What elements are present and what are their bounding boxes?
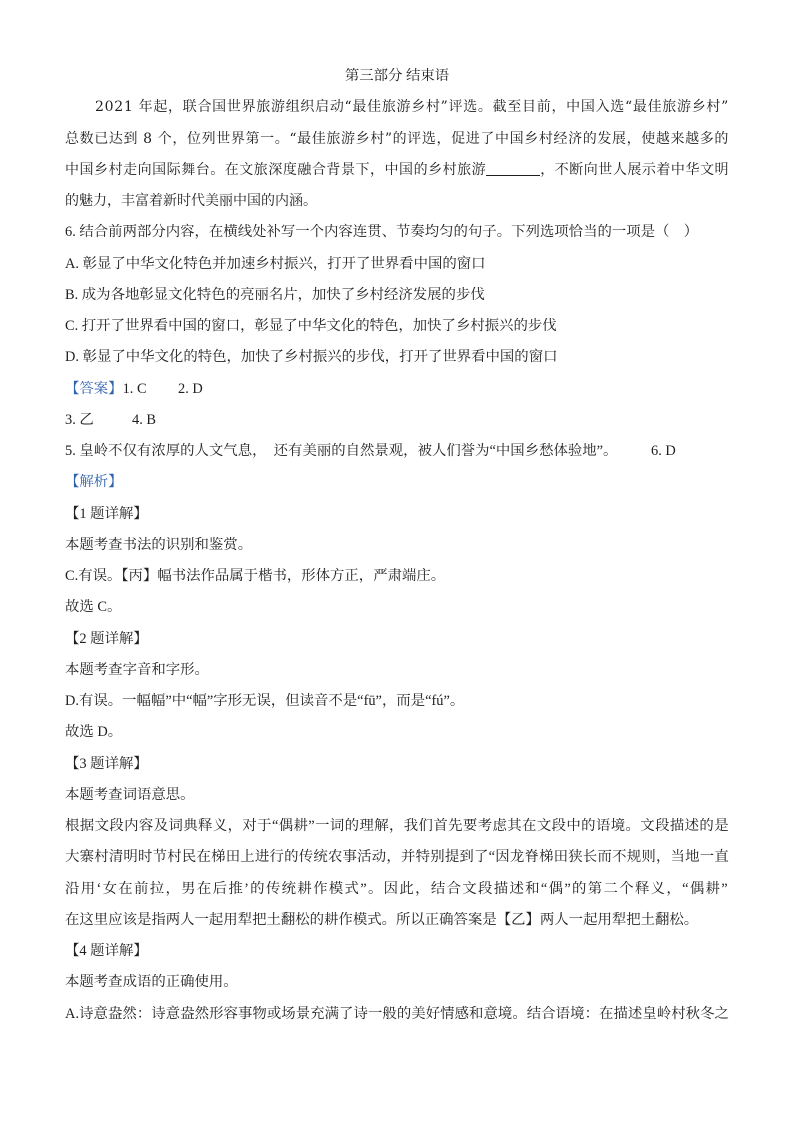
option-b: B. 成为各地彰显文化特色的亮丽名片，加快了乡村经济发展的步伐	[65, 286, 485, 303]
passage-line: 2021 年起，联合国世界旅游组织启动“最佳旅游乡村”评选。截至目前，中国入选“最佳旅游乡村”	[95, 99, 729, 116]
question-stem: 6. 结合前两部分内容，在横线处补写一个内容连贯、节奏均匀的句子。下列选项恰当的一项是（ ）	[65, 224, 699, 241]
passage	[65, 92, 729, 217]
document-body	[65, 61, 729, 1030]
answer-item: 5. 皇岭不仅有浓厚的人文气息， 还有美丽的自然景观，被人们誉为“中国乡愁体验地”。	[65, 443, 618, 459]
answer-row	[65, 436, 729, 467]
detail-heading: 【4 题详解】	[65, 943, 148, 959]
detail-text: D.有误。一幅幅”中“幅”字形无误，但读音不是“fū”，而是“fú”。	[65, 693, 465, 709]
option-a: A. 彰显了中华文化特色并加速乡村振兴，打开了世界看中国的窗口	[65, 255, 486, 272]
option-d: D. 彰显了中华文化的特色，加快了乡村振兴的步伐，打开了世界看中国的窗口	[65, 349, 558, 366]
detail-text: 本题考查字音和字形。	[65, 661, 209, 678]
analysis-tag: 【解析】	[65, 474, 123, 491]
answer-item: 6. D	[651, 443, 676, 459]
answer-item: 2. D	[178, 380, 203, 397]
detail-heading: 【2 题详解】	[65, 630, 148, 647]
passage-text: 中国乡村走向国际舞台。在文旅深度融合背景下，中国的乡村旅游	[65, 161, 487, 178]
detail-text: 本题考查书法的识别和鉴赏。	[65, 536, 253, 553]
analysis-section	[65, 467, 729, 1030]
detail-text: 故选 C。	[65, 599, 122, 616]
section-title: 第三部分 结束语	[344, 68, 450, 84]
detail-heading: 【1 题详解】	[65, 505, 148, 522]
answer-row	[65, 405, 729, 436]
detail-text: A.诗意盎然：诗意盎然形容事物或场景充满了诗一般的美好情感和意境。结合语境：在描述皇岭村秋冬之	[65, 1005, 729, 1022]
passage-line: 总数已达到 8 个，位列世界第一。“最佳旅游乡村”的评选，促进了中国乡村经济的发展，使越来越多的	[65, 130, 729, 147]
detail-text: 故选 D。	[65, 724, 123, 741]
detail-text: C.有误。【丙】幅书法作品属于楷书，形体方正，严肃端庄。	[65, 568, 446, 584]
answer-tag: 【答案】	[65, 380, 123, 397]
passage-line	[65, 155, 729, 186]
detail-text: 本题考查成语的正确使用。	[65, 974, 238, 991]
question-6	[65, 217, 729, 373]
passage-text: ，不断向世人展示着中华文明	[540, 161, 730, 178]
answer-item: 1. C	[122, 380, 147, 397]
answer-section	[65, 374, 729, 468]
detail-heading: 【3 题详解】	[65, 755, 148, 772]
detail-text: 在这里应该是指两人一起用犁把土翻松的耕作模式。所以正确答案是【乙】两人一起用犁把土翻松。	[65, 911, 699, 928]
detail-text: 大寨村清明时节村民在梯田上进行的传统农事活动，并特别提到了“因龙脊梯田狭长而不规则，当地一直	[65, 849, 729, 866]
detail-text: 沿用‘女在前拉，男在后推’的传统耕作模式”。因此，结合文段描述和“偶”的第二个释义，“偶耕”	[65, 880, 729, 897]
answer-item: 4. B	[132, 411, 156, 428]
detail-text: 本题考查词语意思。	[65, 786, 195, 803]
fill-in-blank	[486, 161, 540, 176]
answer-row	[65, 374, 729, 405]
answer-item: 3. 乙	[65, 411, 94, 428]
option-c: C. 打开了世界看中国的窗口，彰显了中华文化的特色，加快了乡村振兴的步伐	[65, 318, 557, 334]
passage-line: 的魅力，丰富着新时代美丽中国的内涵。	[65, 193, 317, 209]
detail-text: 根据文段内容及词典释义，对于“偶耕”一词的理解，我们首先要考虑其在文段中的语境。文段描述的是	[65, 818, 729, 834]
